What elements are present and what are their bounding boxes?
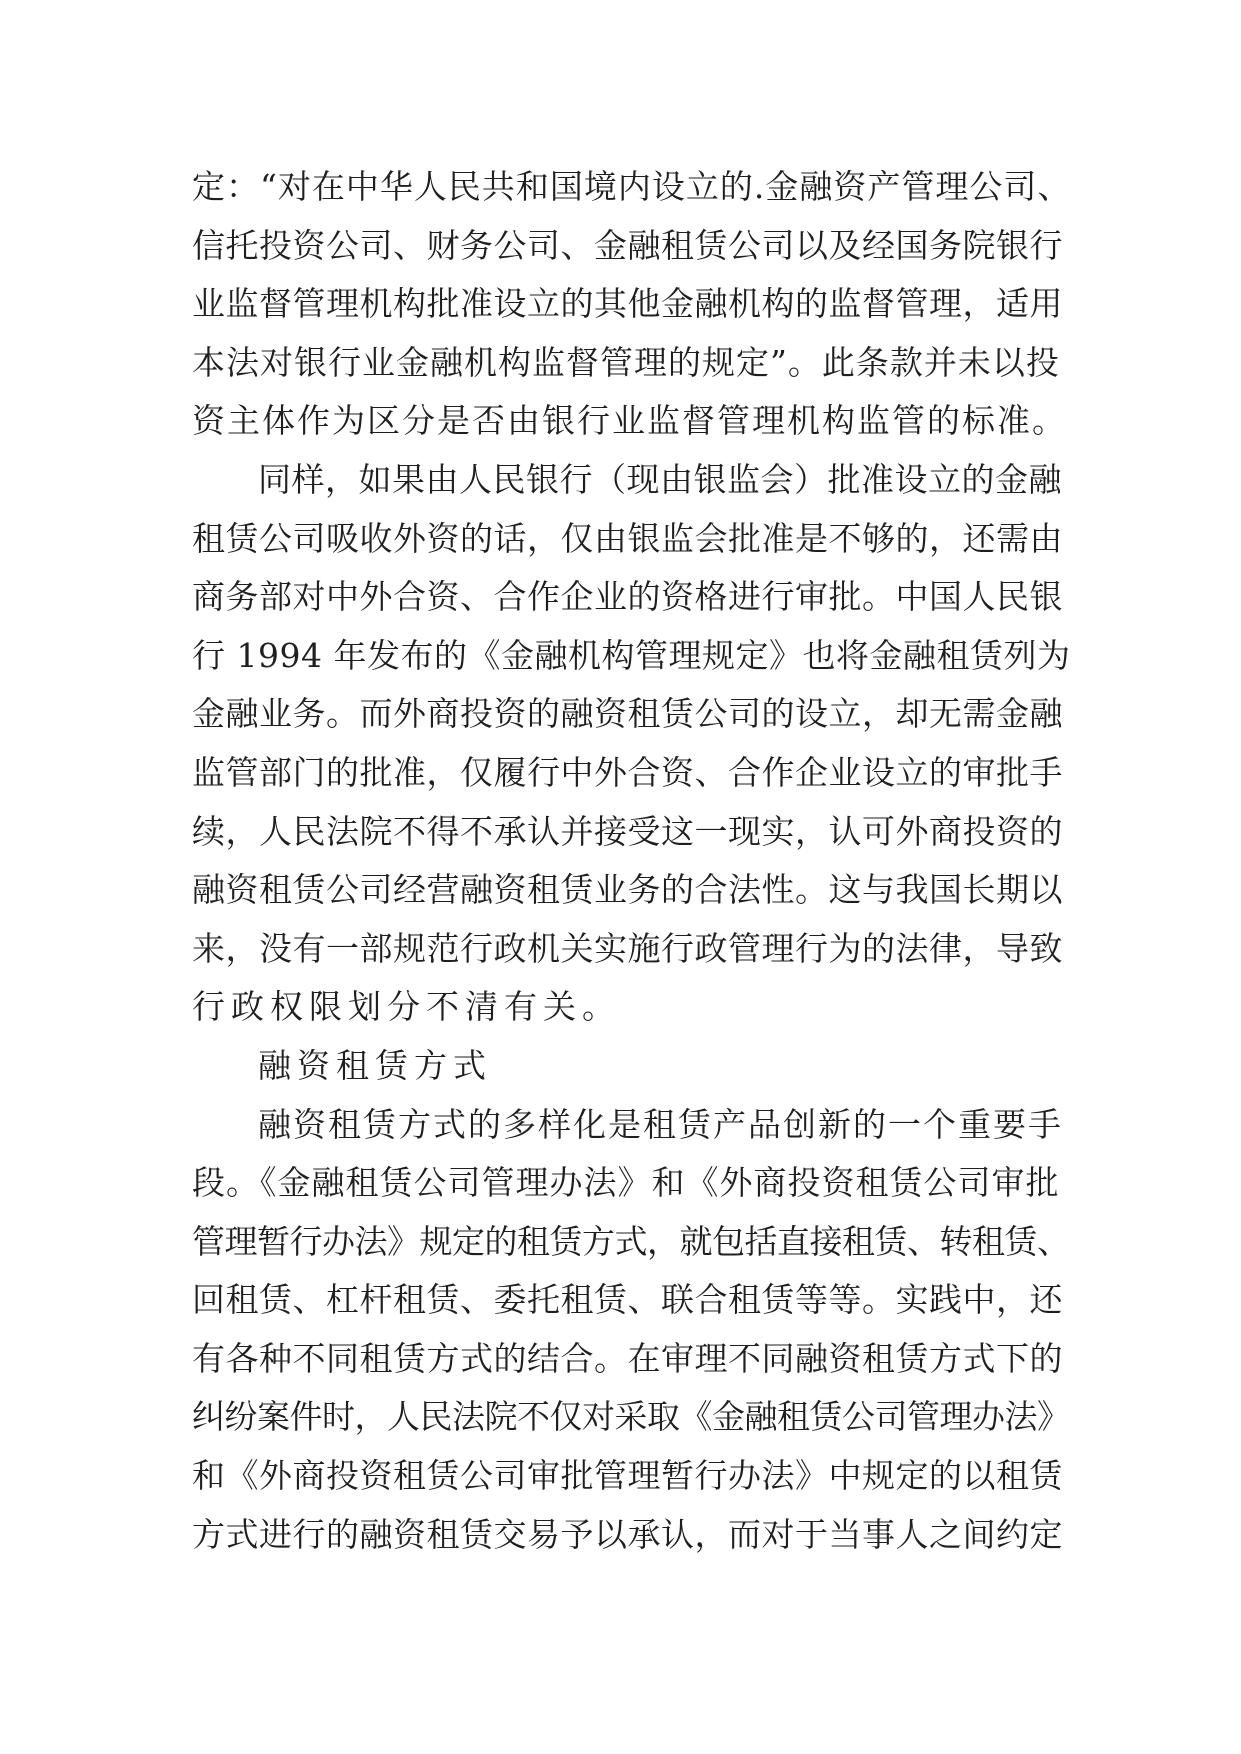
text-line: 回租赁、杠杆租赁、委托租赁、联合租赁等等。实践中，还: [192, 1280, 1063, 1320]
text-line: 监管部门的批准，仅履行中外合资、合作企业设立的审批手: [192, 752, 1063, 792]
text-line: 来，没有一部规范行政机关实施行政管理行为的法律，导致: [192, 928, 1063, 968]
text-line: 行 1994 年发布的《金融机构管理规定》也将金融租赁列为: [192, 635, 1071, 675]
text-line: 商务部对中外合资、合作企业的资格进行审批。中国人民银: [192, 577, 1063, 617]
text-line: 段。《金融租赁公司管理办法》和《外商投资租赁公司审批: [192, 1163, 1060, 1203]
text-line: 资主体作为区分是否由银行业监督管理机构监管的标准。: [192, 401, 1067, 441]
text-line: 方式进行的融资租赁交易予以承认，而对于当事人之间约定: [192, 1514, 1063, 1554]
text-line: 和《外商投资租赁公司审批管理暂行办法》中规定的以租赁: [192, 1456, 1063, 1496]
text-line: 有各种不同租赁方式的结合。在审理不同融资租赁方式下的: [192, 1338, 1063, 1378]
text-line: 行政权限划分不清有关。: [192, 987, 621, 1027]
text-line: 信托投资公司、财务公司、金融租赁公司以及经国务院银行: [192, 225, 1063, 265]
text-line: 管理暂行办法》规定的租赁方式，就包括直接租赁、转租赁、: [192, 1221, 1070, 1261]
text-line: 融资租赁方式: [258, 1045, 492, 1085]
text-line: 业监督管理机构批准设立的其他金融机构的监督管理，适用: [192, 284, 1063, 324]
text-line: 融资租赁公司经营融资租赁业务的合法性。这与我国长期以: [192, 870, 1063, 910]
text-line: 续，人民法院不得不承认并接受这一现实，认可外商投资的: [192, 811, 1063, 851]
text-line: 定：“对在中华人民共和国境内设立的.金融资产管理公司、: [192, 167, 1072, 206]
text-line: 金融业务。而外商投资的融资租赁公司的设立，却无需金融: [192, 694, 1063, 734]
text-line: 纠纷案件时，人民法院不仅对采取《金融租赁公司管理办法》: [192, 1397, 1070, 1437]
text-line: 融资租赁方式的多样化是租赁产品创新的一个重要手: [258, 1104, 1063, 1144]
text-line: 本法对银行业金融机构监督管理的规定”。此条款并未以投: [192, 342, 1060, 382]
text-line: 租赁公司吸收外资的话，仅由银监会批准是不够的，还需由: [192, 518, 1063, 558]
text-line: 同样，如果由人民银行（现由银监会）批准设立的金融: [258, 459, 1062, 499]
body-text: [192, 158, 1072, 1564]
